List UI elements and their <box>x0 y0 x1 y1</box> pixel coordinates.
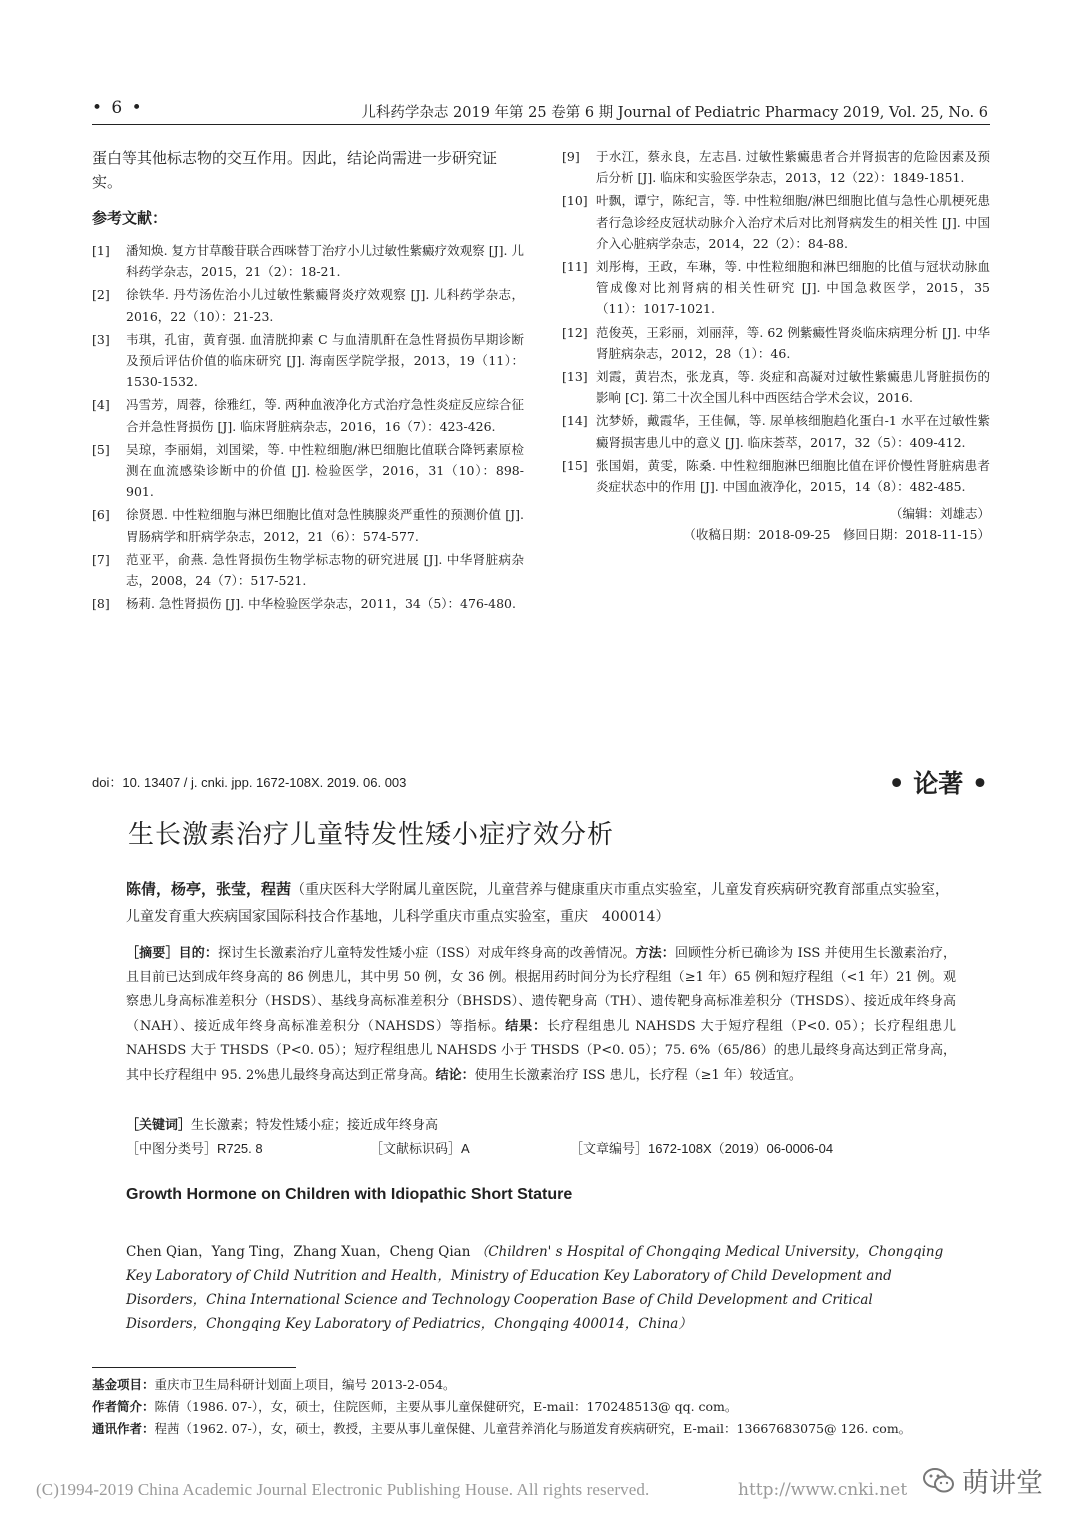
reference-number: [3] <box>92 331 110 347</box>
editor-note: （编辑：刘雄志） <box>889 506 990 522</box>
affiliation-cn: （重庆医科大学附属儿童医院，儿童营养与健康重庆市重点实验室，儿童发育疾病研究教育部重点实验室，儿童发育重大疾病国家国际科技合作基地，儿科学重庆市重点实验室，重庆 400014） <box>126 882 950 925</box>
reference-number: [2] <box>92 287 110 303</box>
footnotes <box>92 1374 990 1440</box>
reference-text: 韦琪，孔宙，黄育强. 血清胱抑素 C 与血清肌酐在急性肾损伤早期诊断及预后评估价值的临床研究 [J]. 海南医学院学报，2013，19（11）：1530-1532. <box>126 331 524 390</box>
reference-item <box>92 439 524 503</box>
closing-paragraph: 蛋白等其他标志物的交互作用。因此，结论尚需进一步研究证实。 <box>92 149 498 191</box>
corresponding-label: 通讯作者： <box>92 1422 155 1436</box>
reference-text: 叶飘，谭宁，陈纪言，等. 中性粒细胞/淋巴细胞比值与急性心肌梗死患者行急诊经皮冠状动脉介入治疗术后对比剂肾病发生的相关性 [J]. 中国介入心脏病学杂志，2014，22（2）：84-88. <box>596 193 990 251</box>
abstract <box>126 941 956 1088</box>
keywords: 生长激素；特发性矮小症；接近成年终身高 <box>191 1118 439 1133</box>
fund-text: 重庆市卫生局科研计划面上项目，编号 2013-2-054。 <box>154 1377 456 1392</box>
copyright-watermark: (C)1994-2019 China Academic Journal Electronic Publishing House. All rights reserved. <box>36 1480 650 1499</box>
journal-running-head: 儿科药学杂志 2019 年第 25 卷第 6 期 Journal of Pediatric Pharmacy 2019, Vol. 25, No. 6 <box>361 105 988 121</box>
left-column <box>92 146 524 616</box>
reference-text: 徐铁华. 丹芍汤佐治小儿过敏性紫癜肾炎疗效观察 [J]. 儿科药学杂志，2016，22（10）：21-23. <box>126 287 524 324</box>
reference-number: [10] <box>562 193 588 209</box>
reference-number: [5] <box>92 441 110 457</box>
reference-item <box>92 593 524 614</box>
page-number: • 6 • <box>92 98 144 118</box>
doc-code-label: ［文献标识码］ <box>370 1141 462 1156</box>
clc-item <box>126 1138 263 1157</box>
keywords-label: ［关键词］ <box>126 1118 192 1133</box>
reference-text: 范亚平，俞燕. 急性肾损伤生物学标志物的研究进展 [J]. 中华肾脏病杂志，2008，24（7）：517-521. <box>126 551 524 589</box>
conclusion-label: 结论： <box>435 1067 475 1082</box>
authors-cn-block <box>126 876 956 931</box>
header-rule <box>92 124 990 125</box>
reference-item <box>92 240 524 282</box>
reference-number: [13] <box>562 369 588 385</box>
author-text: 陈倩（1986. 07-），女，硕士，住院医师，主要从事儿童保健研究，E-mail：170248513@ qq. com。 <box>154 1399 738 1414</box>
reference-text: 刘彤梅，王政，车琳，等. 中性粒细胞和淋巴细胞的比值与冠状动脉血管成像对比剂肾病的相关性研究 [J]. 中国急救医学，2015，35（11）：1017-1021. <box>596 259 990 317</box>
received-dates: （收稿日期：2018-09-25 修回日期：2018-11-15） <box>683 527 990 543</box>
methods-text: 回顾性分析已确诊为 ISS 并使用生长激素治疗，且目前已达到成年终身高的 86 例患儿，其中男 50 例，女 36 例。根据用药时间分为长疗程组（≥1 年）65 例和短疗程组（<1 年）21 例。观察患儿身高标准差积分（HSDS）、基线身高标准差积分（BHSDS）、遗传靶身高（TH）、遗传靶身高标准差积分（THSDS）、接近成年终身高（NAH）、接近成年终身高标准差积分（NAHSDS）等指标。 <box>126 946 956 1034</box>
reference-item <box>92 329 524 393</box>
footnote-rule <box>92 1367 296 1368</box>
reference-item <box>92 549 524 591</box>
reference-item <box>562 366 990 408</box>
reference-item <box>562 190 990 254</box>
results-text: 长疗程组患儿 NAHSDS 大于短疗程组（P<0. 05）；长疗程组患儿 NAHSDS 大于 THSDS（P<0. 05）；短疗程组患儿 NAHSDS 小于 THSDS（P<0. 05）；75. 6%（65/86）的患儿最终身高达到正常身高，其中长疗程组中 95. 2%患儿最终身高达到正常身高。 <box>126 1019 956 1083</box>
reference-item <box>92 394 524 436</box>
footnote-author <box>92 1396 990 1418</box>
authors-en-block <box>126 1240 956 1336</box>
reference-number: [4] <box>92 397 110 413</box>
clc-value: R725. 8 <box>217 1141 263 1156</box>
reference-number: [1] <box>92 243 110 258</box>
corresponding-text: 程茜（1962. 07-），女，硕士，教授，主要从事儿童保健、儿童营养消化与肠道发育疾病研究，E-mail：13667683075@ 126. com。 <box>154 1421 912 1436</box>
reference-list-right <box>562 146 990 497</box>
reference-item <box>562 322 990 364</box>
article-no-item <box>570 1138 833 1157</box>
doc-code-value: A <box>461 1141 470 1156</box>
reference-text: 吴琼，李丽娟，刘国梁，等. 中性粒细胞/淋巴细胞比值联合降钙素原检测在血流感染诊断中的价值 [J]. 检验医学，2016，31（10）：898-901. <box>126 441 524 500</box>
reference-number: [14] <box>562 413 588 429</box>
reference-item <box>562 146 990 188</box>
author-label: 作者简介： <box>92 1400 155 1414</box>
reference-number: [11] <box>562 259 588 275</box>
brand-watermark <box>922 1461 1043 1500</box>
objective-label: 目的： <box>178 945 219 960</box>
reference-text: 徐贤恩. 中性粒细胞与淋巴细胞比值对急性胰腺炎严重性的预测价值 [J]. 胃肠病学和肝病学杂志，2012，21（6）：574-577. <box>126 507 524 544</box>
brand-name: 萌讲堂 <box>962 1468 1043 1499</box>
results-label: 结果： <box>505 1018 547 1033</box>
reference-text: 刘霞，黄岩杰，张龙真，等. 炎症和高凝对过敏性紫癜患儿肾脏损伤的影响 [C]. 第二十次全国儿科中西医结合学术会议，2016. <box>596 369 990 406</box>
reference-number: [7] <box>92 551 110 567</box>
methods-label: 方法： <box>635 945 675 960</box>
footnote-fund <box>92 1374 990 1396</box>
reference-text: 杨莉. 急性肾损伤 [J]. 中华检验医学杂志，2011，34（5）：476-480. <box>126 596 516 612</box>
reference-number: [15] <box>562 457 588 473</box>
reference-text: 范俊英，王彩丽，刘丽萍，等. 62 例紫癜性肾炎临床病理分析 [J]. 中华肾脏病杂志，2012，28（1）：46. <box>596 324 990 361</box>
reference-item <box>562 455 990 497</box>
reference-item <box>562 410 990 452</box>
clc-label: ［中图分类号］ <box>126 1141 218 1156</box>
reference-number: [8] <box>92 596 110 612</box>
reference-item <box>562 256 990 320</box>
cnki-url[interactable]: http://www.cnki.net <box>738 1480 908 1500</box>
reference-text: 张国娟，黄雯，陈桑. 中性粒细胞淋巴细胞比值在评价慢性肾脏病患者炎症状态中的作用 [J]. 中国血液净化，2015，14（8）：482-485. <box>596 457 990 495</box>
abstract-label: ［摘要］ <box>126 945 179 960</box>
reference-text: 于水江，蔡永良，左志昌. 过敏性紫癜患者合并肾损害的危险因素及预后分析 [J]. 临床和实验医学杂志，2013，12（22）：1849-1851. <box>596 149 990 186</box>
authors-en: Chen Qian，Yang Ting，Zhang Xuan，Cheng Qian <box>126 1244 471 1260</box>
reference-text: 冯雪芳，周蓉，徐雅红，等. 两种血液净化方式治疗急性炎症反应综合征合并急性肾损伤 [J]. 临床肾脏病杂志，2016，16（7）：423-426. <box>126 397 524 434</box>
article-title-cn: 生长激素治疗儿童特发性矮小症疗效分析 <box>128 820 615 850</box>
reference-item <box>92 504 524 546</box>
reference-number: [12] <box>562 324 588 340</box>
fund-label: 基金项目： <box>92 1378 155 1392</box>
footnote-corresponding <box>92 1418 990 1440</box>
reference-number: [6] <box>92 507 110 523</box>
reference-text: 潘知焕. 复方甘草酸苷联合西咪替丁治疗小儿过敏性紫癜疗效观察 [J]. 儿科药学杂志，2015，21（2）：18-21. <box>126 243 524 280</box>
reference-item <box>92 284 524 326</box>
reference-text: 沈梦娇，戴霞华，王佳佩，等. 尿单核细胞趋化蛋白-1 水平在过敏性紫癜肾损害患儿中的意义 [J]. 临床荟萃，2017，32（5）：409-412. <box>596 413 990 450</box>
reference-list-left <box>92 240 524 614</box>
references-title: 参考文献： <box>92 209 168 227</box>
doc-code-item <box>370 1138 470 1157</box>
doi[interactable]: doi：10. 13407 / j. cnki. jpp. 1672-108X. 2019. 06. 003 <box>92 775 407 790</box>
conclusion-text: 使用生长激素治疗 ISS 患儿，长疗程（≥1 年）较适宜。 <box>474 1068 802 1083</box>
reference-number: [9] <box>562 149 580 164</box>
article-title-en: Growth Hormone on Children with Idiopathic Short Stature <box>126 1186 573 1203</box>
authors-cn: 陈倩，杨亭，张莹，程茜 <box>126 880 292 898</box>
article-no-label: ［文章编号］ <box>570 1141 649 1156</box>
objective-text: 探讨生长激素治疗儿童特发性矮小症（ISS）对成年终身高的改善情况。 <box>218 946 636 961</box>
article-no-value: 1672-108X（2019）06-0006-04 <box>648 1141 834 1156</box>
right-column <box>562 146 990 545</box>
keywords-row <box>126 1114 438 1133</box>
affiliation-en: （Children' s Hospital of Chongqing Medical University，Chongqing Key Laboratory of Child Nutrition and Health，Ministry of Education Key Laboratory of Child Development and Disorders，China International Science and Technology Cooperation Base of Child Development and Critical Disorders，Chongqing Key Laboratory of Pediatrics，Chongqing 400014，China） <box>126 1244 944 1332</box>
wechat-icon <box>922 1466 956 1496</box>
section-label: • 论著 • <box>888 769 988 798</box>
